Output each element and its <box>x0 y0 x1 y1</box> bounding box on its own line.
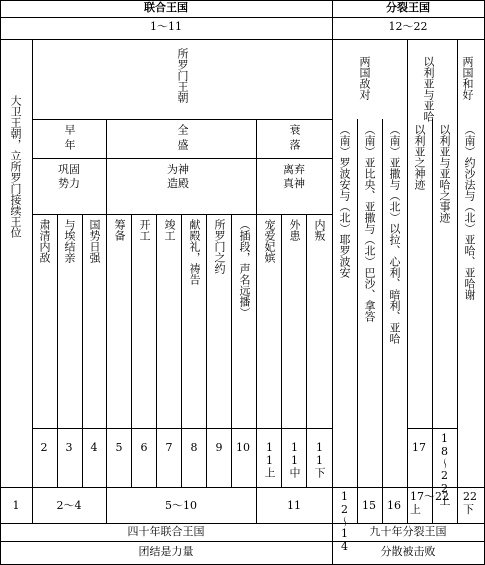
united-kingdom-header: 联合王国 <box>144 1 188 14</box>
divided-chapter-range: 12～22 <box>388 20 428 33</box>
summary-chapter: 12～14 <box>338 490 351 553</box>
summary-chapter: 1 <box>12 499 20 512</box>
theme-peak: 为神造殿 <box>167 163 189 190</box>
summary-chapter: 11 <box>287 499 301 512</box>
item-dedication-prayer: 献殿礼，祷告 <box>188 219 201 285</box>
united-years: 四十年联合王国 <box>127 525 205 538</box>
divided-kingdom-header: 分裂王国 <box>386 1 430 14</box>
united-motto: 团结是力量 <box>138 545 194 558</box>
item-abijam-asa-baasha: （南）亚比央、亚撒与（北）巴沙、拿答 <box>363 124 376 322</box>
phase-peak: 全盛 <box>176 124 189 154</box>
divided-motto: 分散被击败 <box>380 545 436 558</box>
chapter-number: 18～22上 <box>438 432 451 506</box>
chapter-number: 5 <box>115 441 123 454</box>
item-concubines: 宠爱妃嫔 <box>263 219 276 263</box>
item-preparation: 筹备 <box>113 219 126 241</box>
divided-years: 九十年分裂王国 <box>369 525 447 538</box>
united-chapter-range: 1～11 <box>150 20 182 33</box>
item-egypt-alliance: 与埃结亲 <box>63 219 76 263</box>
group-hostile: 两国敌对 <box>358 56 371 100</box>
phase-early: 早年 <box>63 124 76 154</box>
item-elijah-miracles: 以利亚之神迹 <box>413 124 426 190</box>
solomon-dynasty-title: 所罗门王朝 <box>176 48 189 103</box>
chapter-number: 3 <box>65 441 73 454</box>
chapter-number: 11下 <box>313 441 326 478</box>
chapter-number: 11上 <box>263 441 276 478</box>
chapter-number: 11中 <box>288 441 301 478</box>
summary-chapter: 5～10 <box>165 499 197 512</box>
item-elijah-ahab-deeds: 以利亚与亚哈之事迹 <box>438 124 451 223</box>
summary-chapter: 16 <box>387 499 401 512</box>
chapter-number: 6 <box>140 441 148 454</box>
item-internal-revolt: 内叛 <box>313 219 326 241</box>
item-kingdom-strong: 国势日强 <box>88 219 101 263</box>
summary-chapter: 22下 <box>463 490 477 516</box>
summary-chapter: 15 <box>362 499 376 512</box>
item-solomon-covenant: 所罗门之约 <box>213 219 226 274</box>
item-construction-complete: 竣工 <box>163 219 176 241</box>
chapter-number: 4 <box>90 441 98 454</box>
group-elijah-ahab: 以利亚与亚哈 <box>422 56 435 122</box>
summary-chapter: 2～4 <box>56 499 82 512</box>
item-interlude-fame: （插段，声名远播） <box>238 219 251 318</box>
chapter-number: 2 <box>40 441 48 454</box>
item-rehoboam-jeroboam: （南）罗波安与（北）耶罗波安 <box>338 124 351 278</box>
chapter-number: 7 <box>165 441 173 454</box>
chapter-number: 10 <box>236 441 250 454</box>
chapter-number: 8 <box>190 441 198 454</box>
item-jehoshaphat-ahab: （南）约沙法与（北）亚哈、亚哈谢 <box>463 124 476 300</box>
theme-decline: 离弃真神 <box>283 163 305 190</box>
item-external-threats: 外患 <box>288 219 301 241</box>
item-construction-start: 开工 <box>138 219 151 241</box>
phase-decline: 衰落 <box>288 124 301 154</box>
theme-early: 巩固势力 <box>58 163 80 190</box>
group-friendly: 两国和好 <box>461 56 474 100</box>
chapter-number: 9 <box>215 441 223 454</box>
item-purge-enemies: 肃清内敌 <box>38 219 51 263</box>
item-asa-elah-ahab: （南）亚撒与（北）以拉、心利、暗利、亚哈 <box>388 124 401 344</box>
chapter-number: 17 <box>412 441 426 454</box>
summary-chapter: 17～22上 <box>410 490 449 516</box>
david-dynasty-label: 大卫王朝，立所罗门接续王位 <box>9 95 22 238</box>
